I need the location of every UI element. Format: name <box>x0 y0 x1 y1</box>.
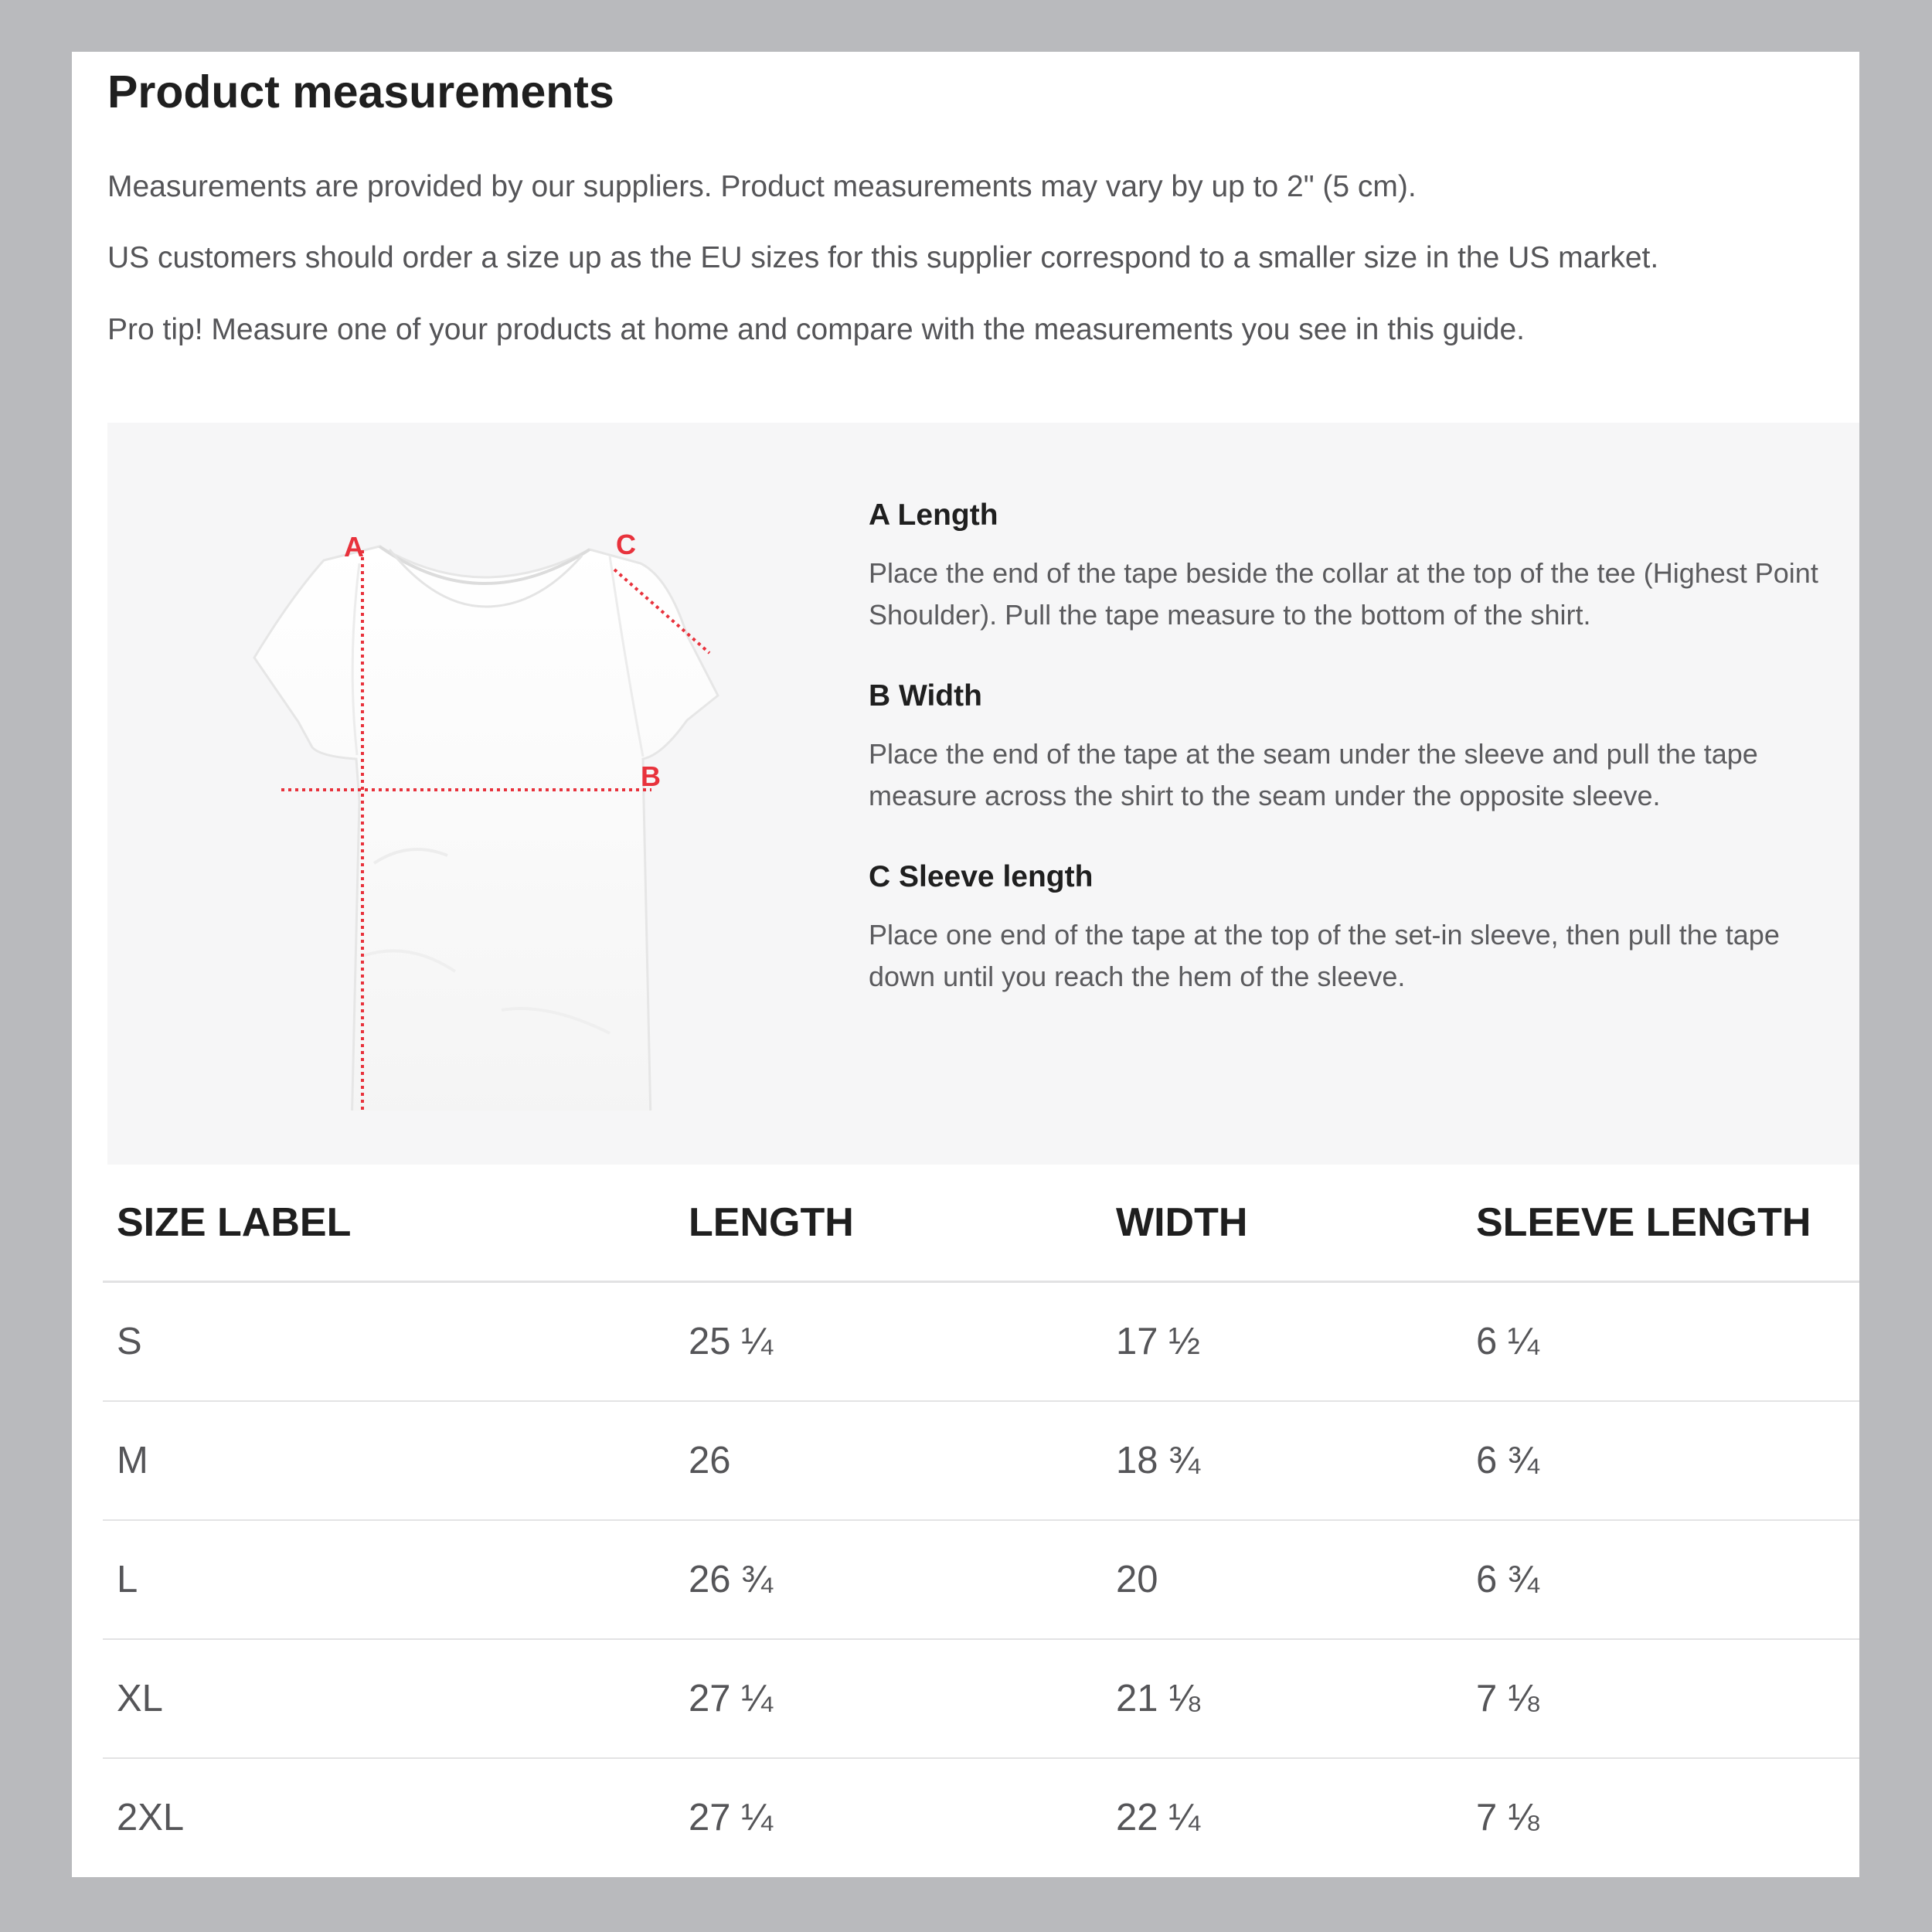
intro-paragraph-us-sizing: US customers should order a size up as the EU sizes for this supplier correspond to a smaller size in the US market. <box>107 241 1659 274</box>
tshirt-measurement-diagram <box>177 469 795 1111</box>
width-cell: 21 ⅛ <box>1102 1639 1462 1758</box>
size-label-cell: S <box>103 1282 675 1402</box>
dimension-length <box>869 498 1835 636</box>
column-header-sleeve-length: SLEEVE LENGTH <box>1462 1165 1859 1282</box>
sleeve-length-cell: 7 ⅛ <box>1476 1797 1539 1838</box>
intro-paragraph-pro-tip: Pro tip! Measure one of your products at home and compare with the measurements you see in this guide. <box>107 313 1525 346</box>
dimension-sleeve-length-text: Place one end of the tape at the top of the set-in sleeve, then pull the tape down until you reach the hem of the sleeve. <box>869 919 1780 992</box>
sleeve-length-cell: 6 ¼ <box>1462 1282 1859 1402</box>
intro-paragraph-supplier-note: Measurements are provided by our suppliers. Product measurements may vary by up to 2" (5 cm). <box>107 170 1417 203</box>
dimension-width-text: Place the end of the tape at the seam under the sleeve and pull the tape measure across the shirt to the seam under the opposite sleeve. <box>869 738 1758 811</box>
column-header-width: WIDTH <box>1102 1165 1462 1282</box>
column-header-size-label: SIZE LABEL <box>103 1165 675 1282</box>
sleeve-length-cell: 7 ⅛ <box>1462 1639 1859 1758</box>
width-cell: 17 ½ <box>1102 1282 1462 1402</box>
size-label-cell: L <box>103 1520 675 1639</box>
tshirt-icon <box>254 546 718 1111</box>
size-label-cell: XL <box>103 1639 675 1758</box>
size-table <box>103 1165 1859 1876</box>
column-header-length: LENGTH <box>675 1165 1102 1282</box>
table-row <box>103 1520 1859 1639</box>
length-cell: 27 ¼ <box>675 1639 1102 1758</box>
dimension-length-text: Place the end of the tape beside the collar at the top of the tee (Highest Point Shoulder). Pull the tape measure to the bottom of the shirt. <box>869 557 1818 631</box>
dimension-sleeve-length-title: C Sleeve length <box>869 860 1094 893</box>
measurement-guide <box>107 423 1859 1165</box>
dimension-width <box>869 679 1835 817</box>
sleeve-length-cell: 6 ¾ <box>1462 1401 1859 1520</box>
marker-a-label: A <box>344 531 364 563</box>
marker-c-label: C <box>616 529 636 560</box>
table-row <box>103 1401 1859 1520</box>
size-label-cell: M <box>103 1401 675 1520</box>
sleeve-length-cell: 6 ¾ <box>1462 1520 1859 1639</box>
length-cell: 26 <box>675 1401 1102 1520</box>
width-cell: 22 ¼ <box>1116 1797 1200 1838</box>
length-cell: 25 ¼ <box>675 1282 1102 1402</box>
table-row <box>103 1639 1859 1758</box>
table-row <box>103 1282 1859 1402</box>
size-label-cell: 2XL <box>117 1797 185 1838</box>
width-cell: 20 <box>1102 1520 1462 1639</box>
marker-b-label: B <box>641 760 661 792</box>
page-title: Product measurements <box>107 66 614 117</box>
dimension-width-title: B Width <box>869 679 982 713</box>
size-guide-panel <box>72 52 1859 1877</box>
dimension-length-title: A Length <box>869 498 998 532</box>
width-cell: 18 ¾ <box>1102 1401 1462 1520</box>
table-row <box>103 1758 1859 1876</box>
dimension-sleeve-length <box>869 860 1835 998</box>
size-table-header-row <box>103 1165 1859 1282</box>
length-cell: 26 ¾ <box>675 1520 1102 1639</box>
length-cell: 27 ¼ <box>689 1797 773 1838</box>
